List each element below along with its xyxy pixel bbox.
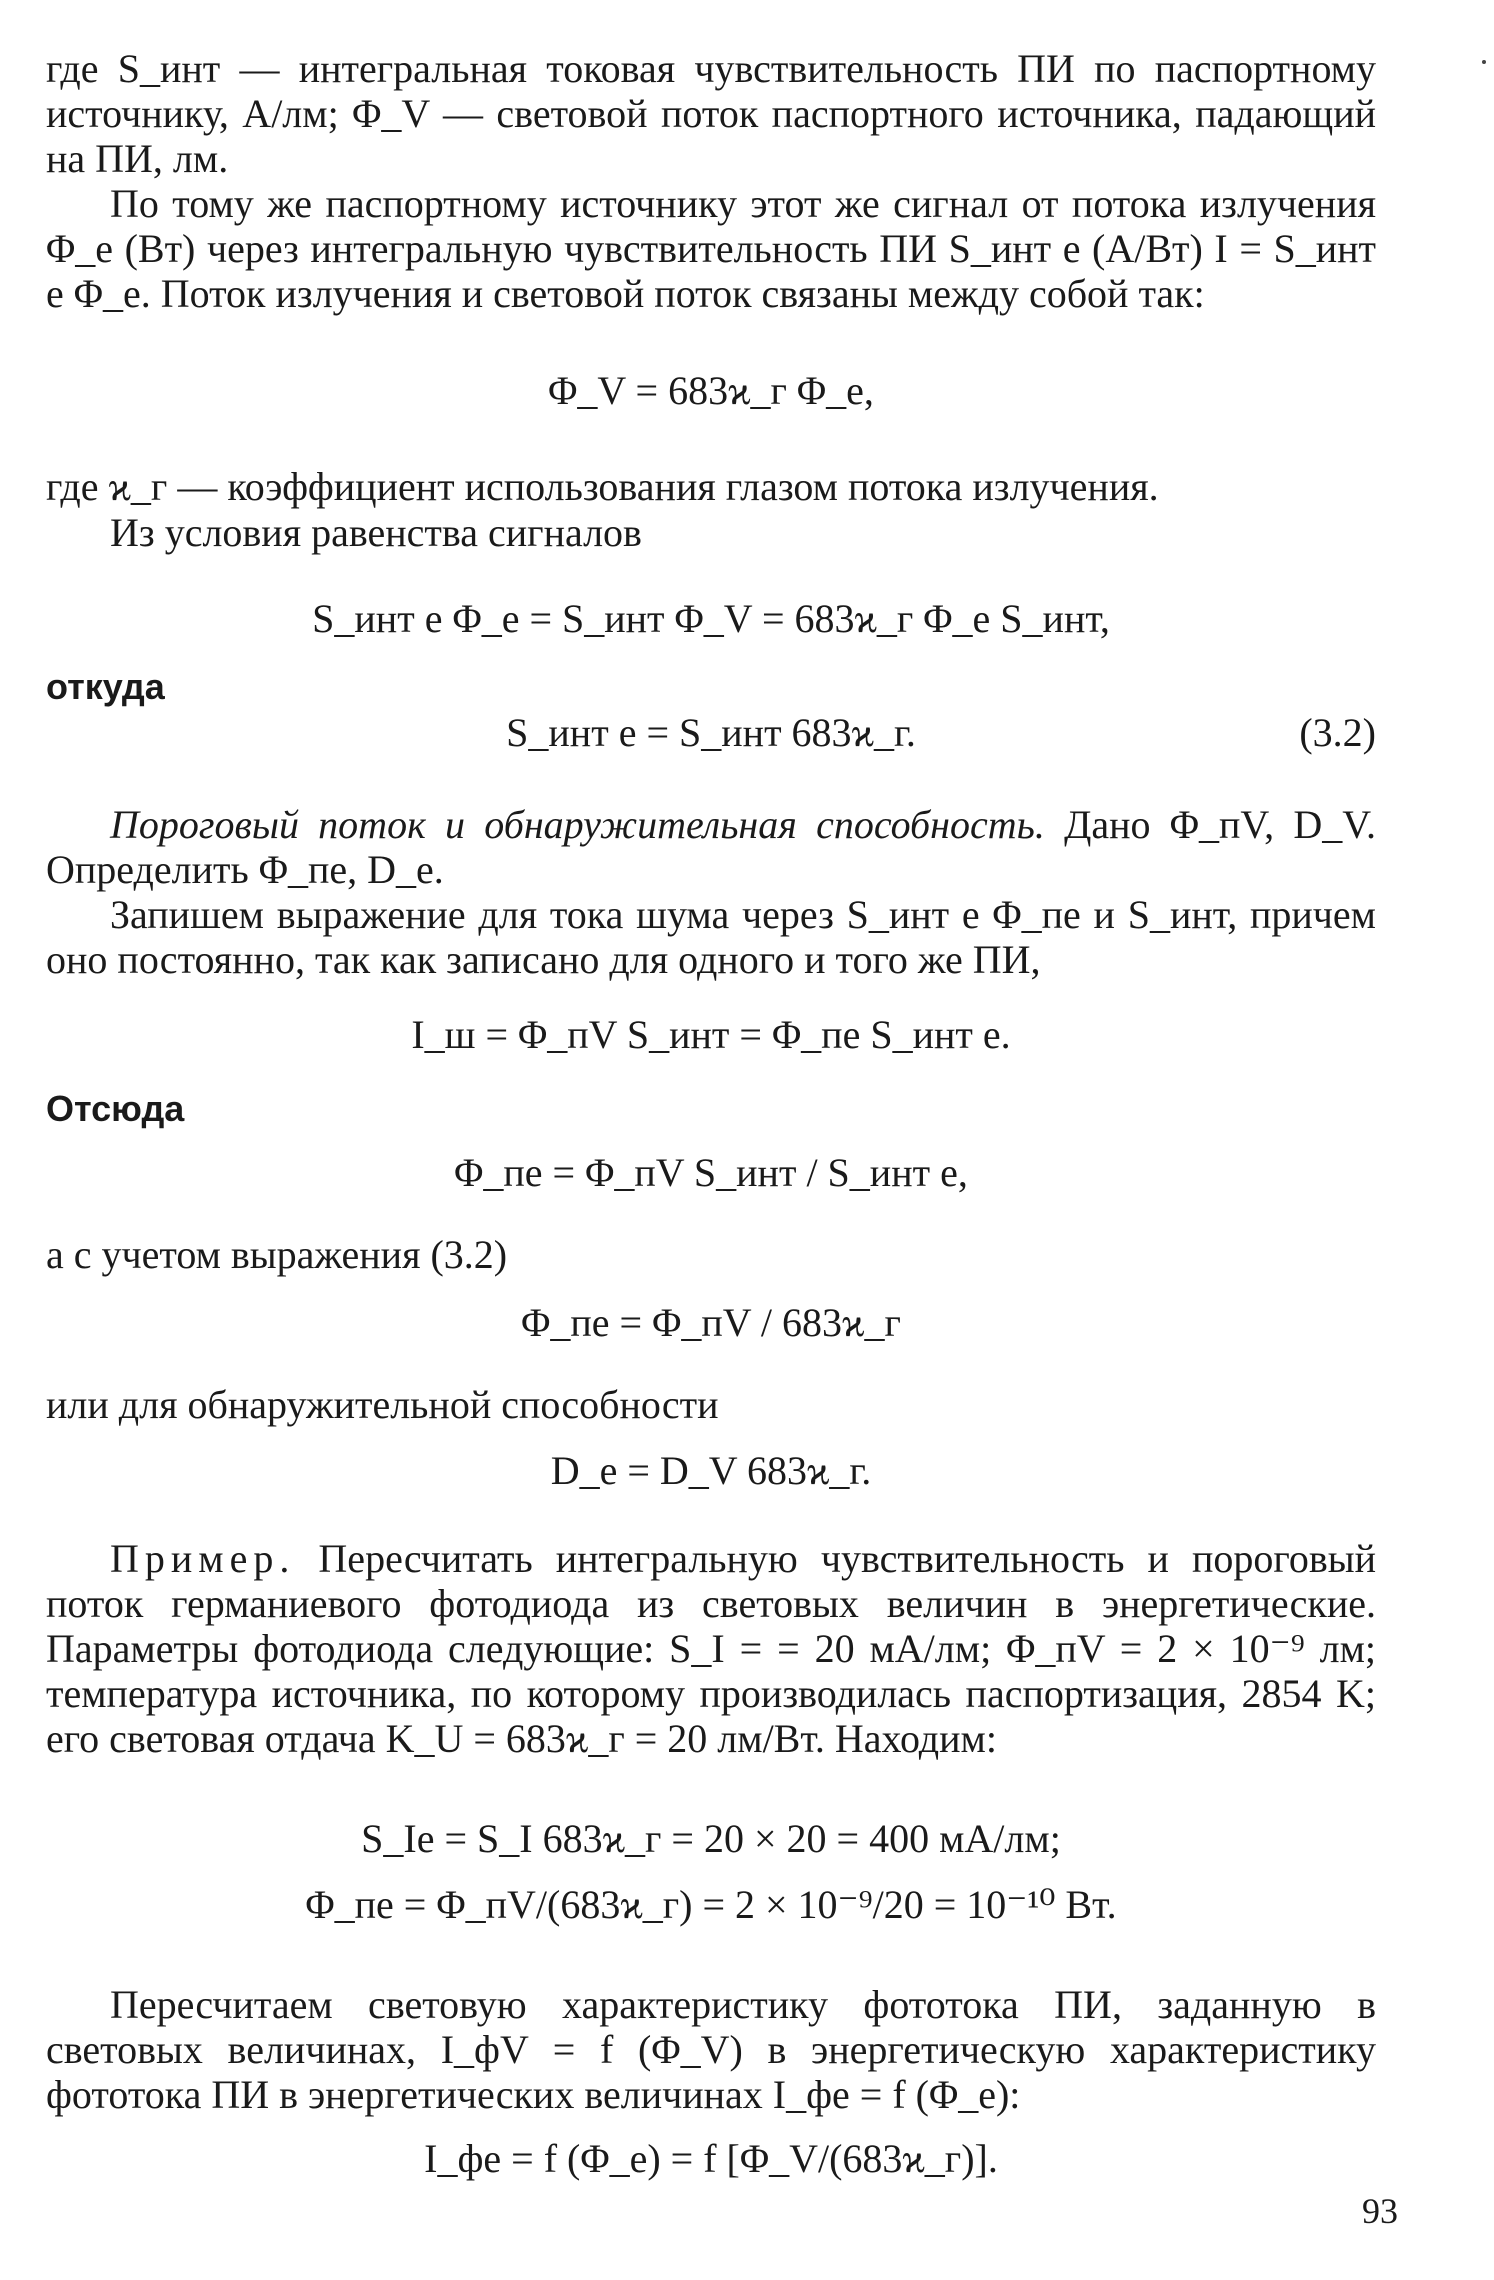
paragraph-8: или для обнаружительной способности <box>46 1382 719 1427</box>
word-otkuda: откуда <box>46 666 165 707</box>
paragraph-4: Из условия равенства сигналов <box>110 510 642 555</box>
paragraph-1: где S_инт — интегральная токовая чувствительность ПИ по паспортному источнику, А/лм; Φ_V — световой поток паспортного источника, падающий на ПИ, лм. <box>46 46 1376 181</box>
word-otsyuda: Отсюда <box>46 1088 185 1129</box>
paragraph-6: Запишем выражение для тока шума через S_инт e Φ_пе и S_инт, причем оно постоянно, так как записано для одного и того же ПИ, <box>46 892 1376 982</box>
paragraph-9-lead: Пример. <box>110 1536 296 1581</box>
paragraph-7: а с учетом выражения (3.2) <box>46 1232 508 1277</box>
equation-4: I_ш = Φ_пV S_инт = Φ_пе S_инт e. <box>411 1012 1011 1057</box>
paragraph-2: По тому же паспортному источнику этот же сигнал от потока излучения Φ_e (Вт) через интегральную чувствительность ПИ S_инт e (А/Вт) I = S_инт e Φ_e. Поток излучения и световой поток связаны между собой так: <box>46 181 1376 316</box>
equation-3-number: (3.2) <box>1299 710 1376 755</box>
equation-7: D_e = D_V 683ϰ_г. <box>550 1448 872 1493</box>
equation-10: I_фе = f (Φ_e) = f [Φ_V/(683ϰ_г)]. <box>424 2136 998 2181</box>
paragraph-5-italic: Пороговый поток и обнаружительная способность. <box>110 802 1045 847</box>
equation-5: Φ_пе = Φ_пV S_инт / S_инт e, <box>454 1150 968 1195</box>
paragraph-5-rest: Дано Φ_пV, D_V. Определить Φ_пе, D_e. <box>46 802 1376 892</box>
page-number: 93 <box>1362 2191 1398 2231</box>
equation-9: Φ_пе = Φ_пV/(683ϰ_г) = 2 × 10⁻⁹/20 = 10⁻¹⁰ Вт. <box>305 1882 1117 1927</box>
page <box>46 46 1376 2246</box>
paragraph-3: где ϰ_г — коэффициент использования глазом потока излучения. <box>46 464 1159 509</box>
paragraph-10: Пересчитаем световую характеристику фототока ПИ, заданную в световых величинах, I_фV = f (Φ_V) в энергетическую характеристику фототока ПИ в энергетических величинах I_фе = f (Φ_e): <box>46 1982 1376 2117</box>
equation-6: Φ_пе = Φ_пV / 683ϰ_г <box>521 1300 901 1345</box>
paragraph-9-body: Пересчитать интегральную чувствительность и пороговый поток германиевого фотодиода из световых величин в энергетические. Параметры фотодиода следующие: S_I = = 20 мА/лм; Φ_пV = 2 × 10⁻⁹ лм; температура источника, по которому производилась паспортизация, 2854 K; его световая отдача K_U = 683ϰ_г = 20 лм/Вт. Находим: <box>46 1536 1376 1761</box>
equation-8: S_Ie = S_I 683ϰ_г = 20 × 20 = 400 мА/лм; <box>361 1816 1061 1861</box>
paragraph-5 <box>46 802 1376 892</box>
equation-3 <box>46 710 1376 755</box>
paragraph-9 <box>46 1536 1376 1761</box>
equation-3-body: S_инт e = S_инт 683ϰ_г. <box>506 710 916 755</box>
margin-mark <box>1482 60 1486 64</box>
equation-2: S_инт e Φ_e = S_инт Φ_V = 683ϰ_г Φ_e S_инт, <box>312 596 1110 641</box>
equation-1: Φ_V = 683ϰ_г Φ_e, <box>548 368 874 413</box>
